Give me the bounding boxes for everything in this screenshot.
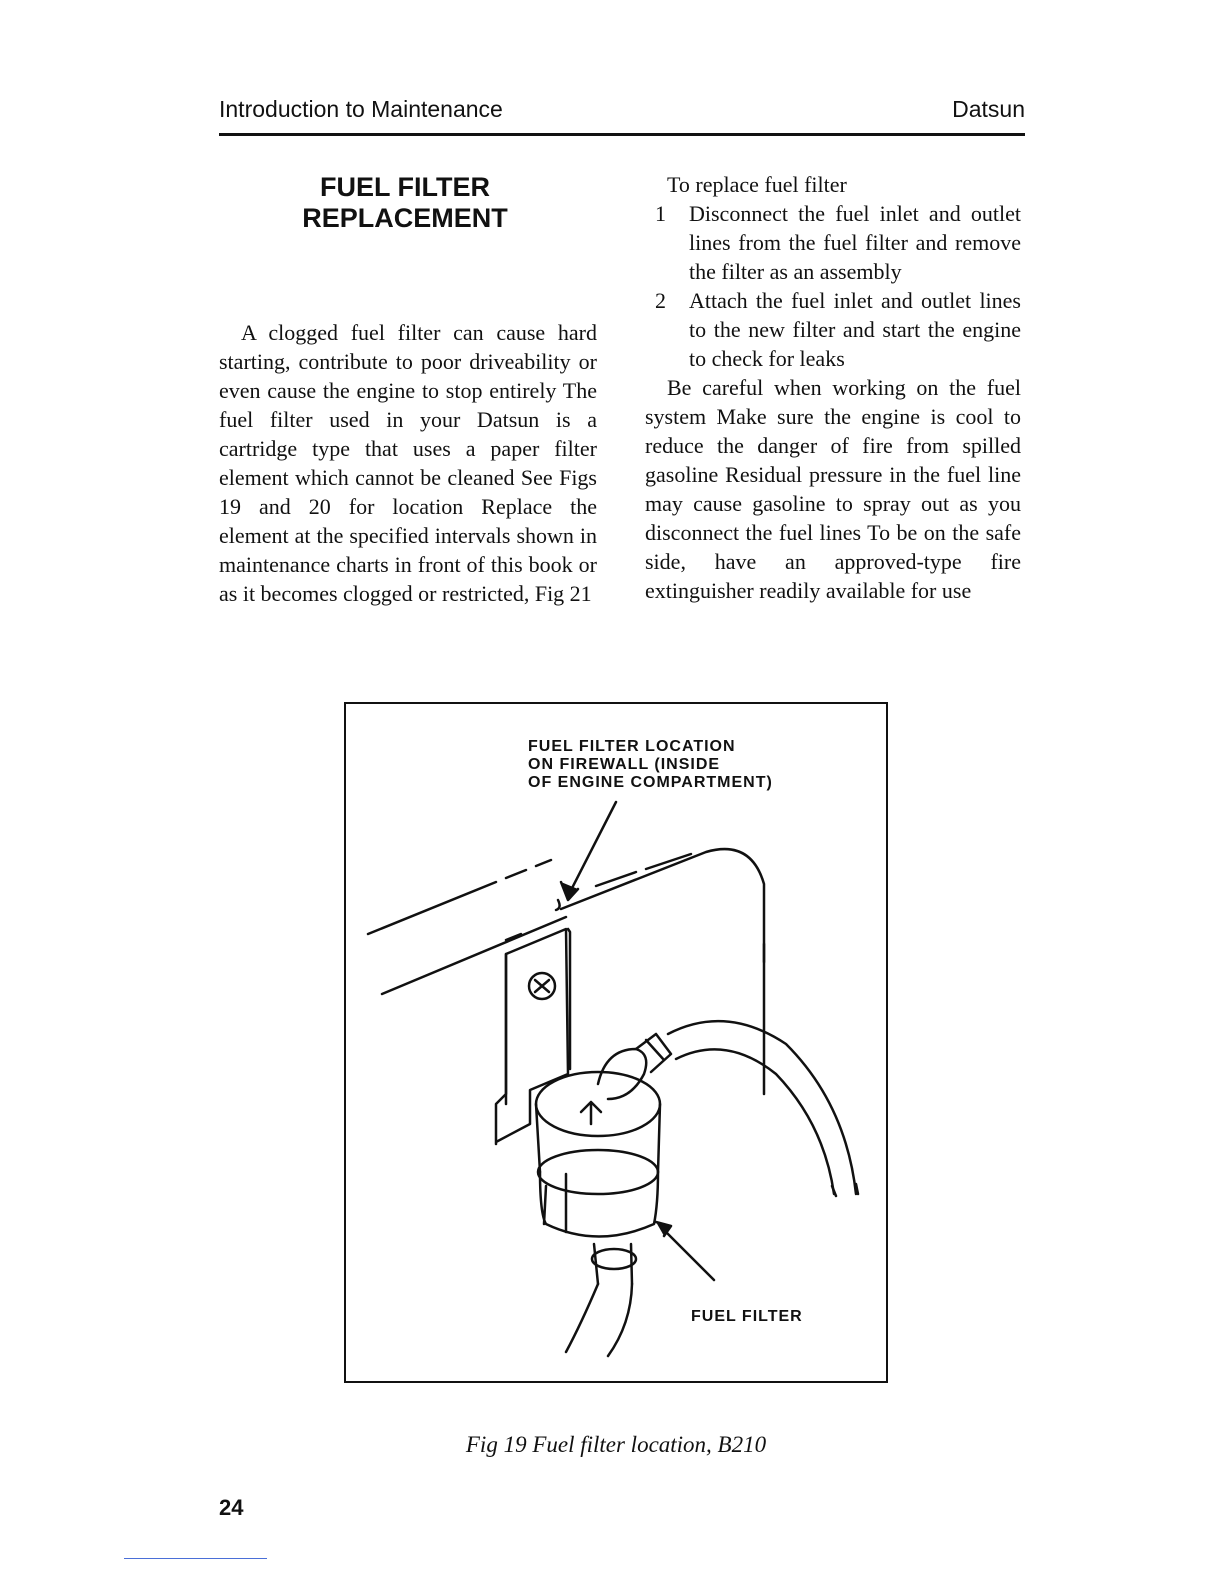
running-header — [219, 96, 1025, 136]
location-label-line-2: ON FIREWALL (INSIDE — [528, 756, 721, 773]
step-text: Disconnect the fuel inlet and outlet lines from the fuel filter and remove the filter as an assembly — [689, 201, 1021, 284]
procedure-step — [645, 199, 1021, 286]
procedure-lead: To replace fuel filter — [667, 172, 847, 197]
intro-paragraph: A clogged fuel filter can cause hard starting, contribute to poor driveability or even cause the engine to stop entirely The fuel filter used in your Datsun is a cartridge type that uses a paper filter element which cannot be cleaned See Figs 19 and 20 for location Replace the element at the specified intervals shown in maintenance charts in front of this book or as it becomes clogged or restricted, Fig 21 — [219, 320, 597, 606]
firewall-edge-upper — [368, 882, 496, 934]
title-line-2: REPLACEMENT — [302, 203, 508, 233]
filter-pointer — [664, 1230, 714, 1280]
brand-name: Datsun — [952, 96, 1025, 122]
section-title: Introduction to Maintenance — [219, 96, 503, 122]
firewall-edge-dashed — [506, 860, 551, 878]
step-number: 2 — [655, 288, 666, 313]
outlet-hose — [566, 1284, 632, 1356]
procedure-step — [645, 286, 1021, 373]
title-line-1: FUEL FILTER — [320, 172, 490, 202]
filter-lower-body — [540, 1172, 658, 1237]
safety-caution: Be careful when working on the fuel system Make sure the engine is cool to reduce the danger of fire from spilled gasoline Residual pressure in the fuel line may cause gasoline to spray out as you disconnect the fuel lines To be on the safe side, have an approved-type fire extinguisher readily available for use — [645, 375, 1021, 603]
figure-fuel-filter — [344, 702, 888, 1383]
filter-label: FUEL FILTER — [691, 1308, 803, 1325]
step-number: 1 — [655, 201, 666, 226]
location-label-line-3: OF ENGINE COMPARTMENT) — [528, 774, 773, 791]
location-label-line-1: FUEL FILTER LOCATION — [528, 738, 736, 755]
header-divider — [219, 133, 1025, 136]
bottom-divider — [124, 1558, 267, 1559]
location-label — [528, 738, 773, 792]
figure-caption: Fig 19 Fuel filter location, B210 — [465, 1432, 767, 1457]
intro-column — [219, 318, 597, 608]
fuel-filter-illustration — [346, 704, 886, 1381]
page-title — [280, 172, 530, 234]
page-number: 24 — [219, 1495, 244, 1520]
procedure-column — [645, 170, 1021, 605]
step-text: Attach the fuel inlet and outlet lines to the new filter and start the engine to check for leaks — [689, 288, 1021, 371]
